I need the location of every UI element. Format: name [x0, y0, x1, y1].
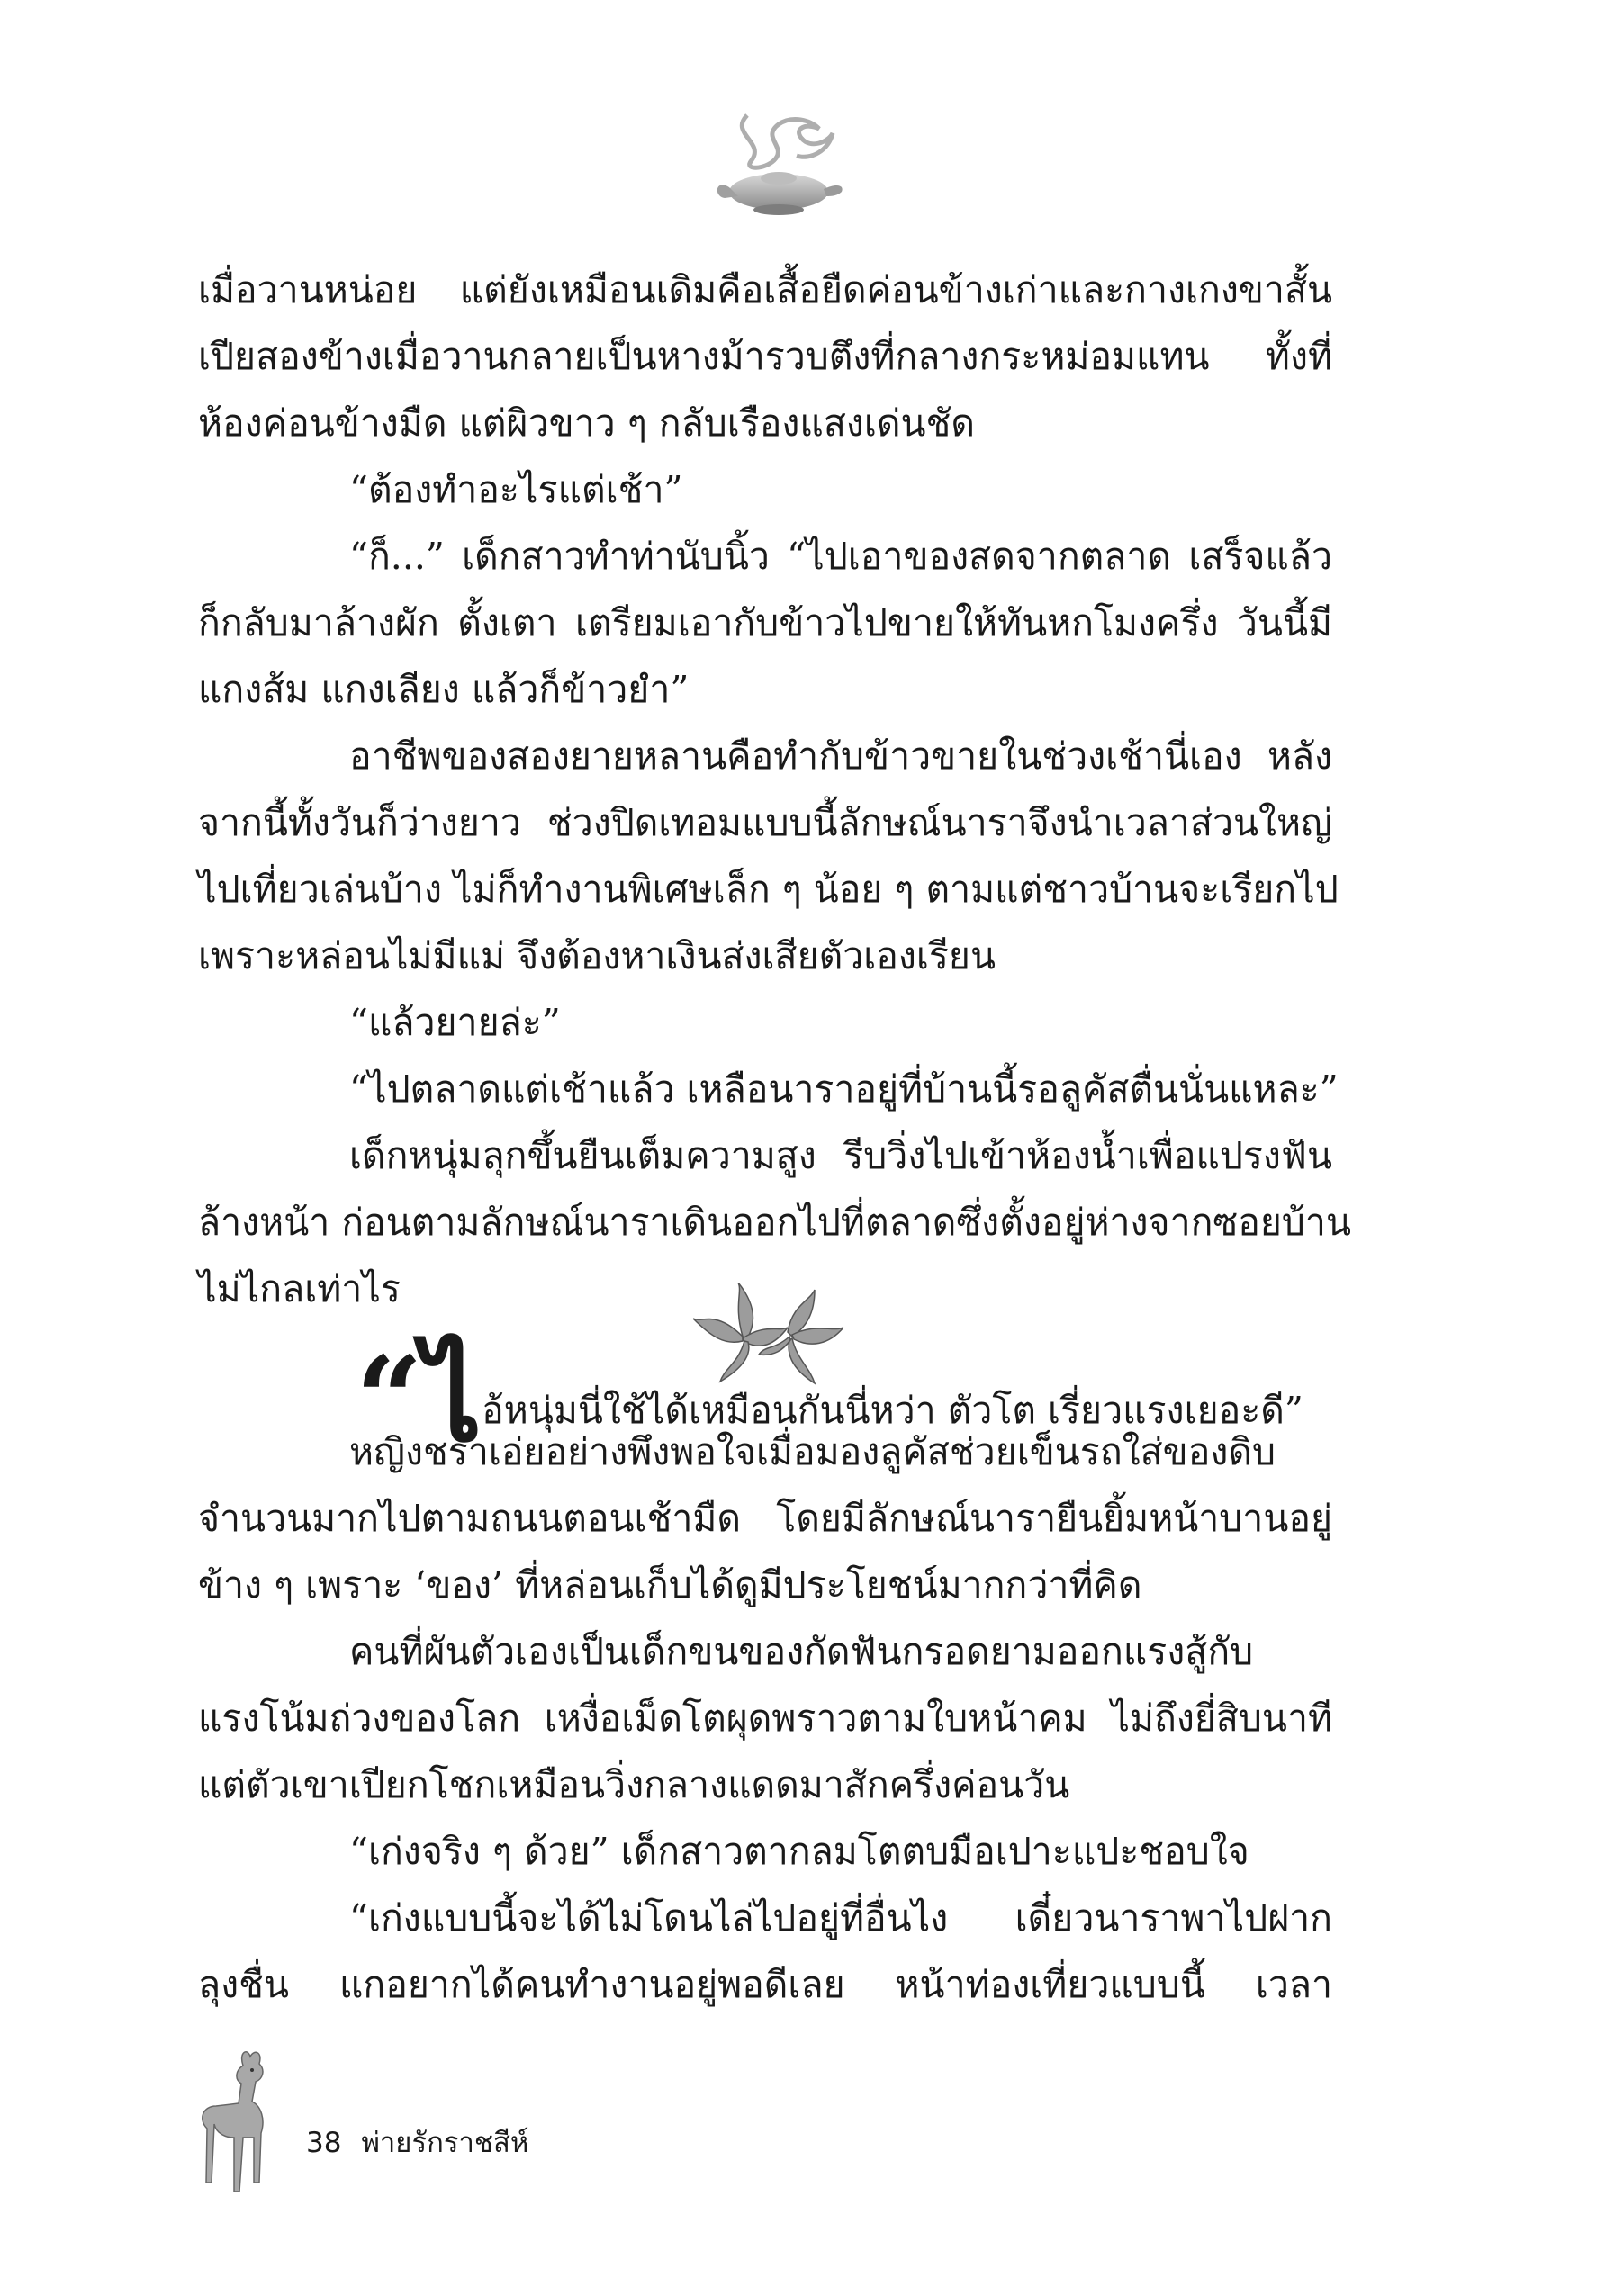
text-line: หญิงชราเอ่ยอย่างพึงพอใจเมื่อมองลูคัสช่วยเข็นรถใส่ของดิบ [349, 1430, 1276, 1473]
text-line: เมื่อวานหน่อย แต่ยังเหมือนเดิมคือเสื้อยืดค่อนข้างเก่าและกางเกงขาสั้น [198, 268, 1332, 311]
text-line: แรงโน้มถ่วงของโลก เหงื่อเม็ดโตผุดพราวตามใบหน้าคม ไม่ถึงยี่สิบนาที [198, 1697, 1332, 1740]
book-title: พ่ายรักราชสีห์ [361, 2127, 529, 2159]
dialogue-line: “ไปตลาดแต่เช้าแล้ว เหลือนาราอยู่ที่บ้านนี้รอลูคัสตื่นนั่นแหละ” [349, 1067, 1339, 1111]
page-footer [306, 2120, 548, 2165]
opening-line-text: อ้หนุ่มนี่ใช้ได้เหมือนกันนี่หว่า ตัวโต เรี่ยวแรงเยอะดี” [482, 1389, 1303, 1432]
text-line: คนที่ผันตัวเองเป็นเด็กขนของกัดฟันกรอดยามออกแรงสู้กับ [349, 1630, 1254, 1673]
dialogue-line: “ต้องทำอะไรแต่เช้า” [349, 468, 683, 511]
text-line: เด็กหนุ่มลุกขึ้นยืนเต็มความสูง รีบวิ่งไปเข้าห้องน้ำเพื่อแปรงฟัน [349, 1134, 1332, 1177]
text-line: ก็กลับมาล้างผัก ตั้งเตา เตรียมเอากับข้าวไปขายให้ทันหกโมงครึ่ง วันนี้มี [198, 601, 1332, 644]
dropcap-quote: “ [356, 1330, 423, 1468]
text-line: ข้าง ๆ เพราะ ‘ของ’ ที่หล่อนเก็บได้ดูมีประโยชน์มากกว่าที่คิด [198, 1563, 1142, 1607]
dialogue-line: “เก่งแบบนี้จะได้ไม่โดนไล่ไปอยู่ที่อื่นไง เดี๋ยวนาราพาไปฝาก [349, 1896, 1332, 1940]
text-line: แกงส้ม แกงเลียง แล้วก็ข้าวยำ” [198, 668, 690, 711]
text-line: ล้างหน้า ก่อนตามลักษณ์นาราเดินออกไปที่ตลาดซึ่งตั้งอยู่ห่างจากซอยบ้าน [198, 1201, 1351, 1244]
dialogue-line: “ก็...” เด็กสาวทำท่านับนิ้ว “ไปเอาของสดจากตลาด เสร็จแล้ว [349, 535, 1332, 578]
dropcap-letter: ไ [422, 1330, 482, 1468]
dialogue-line: “เก่งจริง ๆ ด้วย” เด็กสาวตากลมโตตบมือเปาะแปะชอบใจ [349, 1830, 1249, 1873]
text-line: ห้องค่อนข้างมืด แต่ผิวขาว ๆ กลับเรืองแสงเด่นชัด [198, 401, 976, 445]
text-line: ลุงชื่น แกอยากได้คนทำงานอยู่พอดีเลย หน้าท่องเที่ยวแบบนี้ เวลา [198, 1963, 1332, 2006]
dialogue-line: “แล้วยายล่ะ” [349, 1001, 561, 1044]
text-line: จากนี้ทั้งวันก็ว่างยาว ช่วงปิดเทอมแบบนี้ลักษณ์นาราจึงนำเวลาส่วนใหญ่ [198, 801, 1332, 844]
text-line: เพราะหล่อนไม่มีแม่ จึงต้องหาเงินส่งเสียตัวเองเรียน [198, 934, 996, 977]
body-text-upper [198, 257, 1351, 1322]
text-line: อาชีพของสองยายหลานคือทำกับข้าวขายในช่วงเช้านี่เอง หลัง [349, 734, 1332, 778]
body-text-lower [198, 1418, 1332, 2018]
text-line: เปียสองข้างเมื่อวานกลายเป็นหางม้ารวบตึงที่กลางกระหม่อมแทน ทั้งที่ [198, 335, 1332, 378]
magic-lamp-icon [711, 106, 846, 223]
fawn-icon [189, 2048, 288, 2201]
text-line: จำนวนมากไปตามถนนตอนเช้ามืด โดยมีลักษณ์นารายืนยิ้มหน้าบานอยู่ [198, 1497, 1332, 1540]
text-line: ไม่ไกลเท่าไร [198, 1267, 401, 1310]
page-number: 38 [306, 2127, 342, 2159]
text-line: แต่ตัวเขาเปียกโชกเหมือนวิ่งกลางแดดมาสักครึ่งค่อนวัน [198, 1763, 1070, 1806]
text-line: ไปเที่ยวเล่นบ้าง ไม่ก็ทำงานพิเศษเล็ก ๆ น้อย ๆ ตามแต่ชาวบ้านจะเรียกไป [198, 868, 1339, 911]
